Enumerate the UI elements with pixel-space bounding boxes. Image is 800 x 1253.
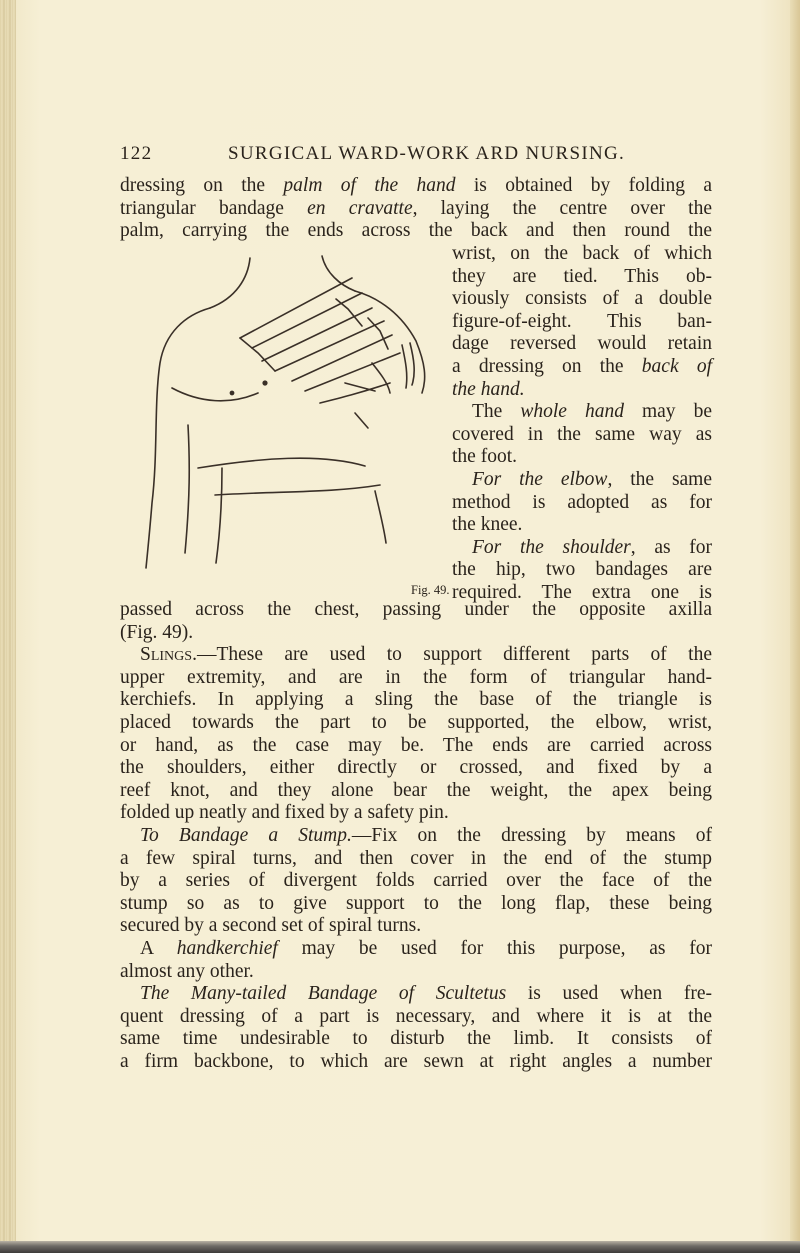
text-run: a few spiral turns, and then cover in the end of the stump [120,847,712,869]
body-line [120,1006,712,1029]
body-line [120,599,712,622]
italic-text: The Many-tailed Bandage of Scultetus [140,983,507,1005]
body-line [120,983,712,1006]
column-line [452,401,712,424]
scan-bottom-edge [0,1241,800,1253]
text-run: a firm backbone, to which are sewn at right angles a number [120,1050,712,1072]
italic-text: For the shoulder [472,536,631,558]
text-run: may be used for this purpose, as for [277,937,712,959]
text-run: secured by a second set of spiral turns. [120,915,422,937]
page-gutter [0,0,16,1253]
body-line [120,757,712,780]
running-header [120,143,640,169]
text-run: or hand, as the case may be. The ends are carried across [120,734,712,756]
column-line [452,311,712,334]
text-run: stump so as to give support to the long flap, these being [120,892,712,914]
body-line [120,870,712,893]
column-line [452,559,712,582]
column-line [452,514,712,537]
column-line [452,266,712,289]
body-line [120,915,712,938]
italic-text: whole hand [520,401,624,423]
body-line [120,1051,712,1074]
italic-text: palm of the hand [283,175,456,196]
column-line [452,333,712,356]
italic-text: For the elbow [472,468,608,490]
text-run: viously consists of a double [452,288,712,310]
text-run: is obtained by folding a [455,175,712,196]
text-run: is used when fre- [506,983,712,1005]
text-run: may be [623,401,712,423]
intro-line [120,220,712,243]
text-run: the foot. [452,446,517,468]
intro-paragraph [120,175,712,243]
column-line [452,356,712,379]
text-run: almost any other. [120,960,254,982]
text-run: covered in the same way as [452,423,712,445]
body-line [120,735,712,758]
text-run: , laying the centre over the [412,197,712,219]
column-line [452,469,712,492]
body-line [120,802,712,825]
text-run: by a series of divergent folds carried over the face of the [120,870,712,892]
text-run: the knee. [452,514,523,536]
body-line [120,780,712,803]
text-run: The [472,401,521,423]
text-run: reef knot, and they alone bear the weight, the apex being [120,779,712,801]
italic-text: the hand. [452,378,525,400]
column-line [452,379,712,402]
text-run: (Fig. 49). [120,621,194,643]
italic-text: en cravatte [307,197,413,219]
text-run: —Fix on the dressing by means of [351,824,713,846]
text-run: wrist, on the back of which [452,243,712,264]
text-run: required. The extra one is [452,581,712,603]
body-line [120,938,712,961]
text-run: the hip, two bandages are [452,559,712,581]
text-run: method is adopted as for [452,491,712,513]
column-line [452,243,712,266]
text-run: a dressing on the [452,355,642,377]
text-run: same time undesirable to disturb the limb. It consists of [120,1028,712,1050]
text-run: folded up neatly and fixed by a safety pin. [120,802,449,824]
text-run: upper extremity, and are in the form of triangular hand- [120,666,712,688]
text-run: passed across the chest, passing under the opposite axilla [120,599,712,620]
body-text [120,599,712,1073]
figure-caption: Fig. 49. [411,583,450,597]
page-edge [790,0,800,1253]
text-run: Slings. [140,644,197,666]
text-run: —These are used to support different parts of the [196,644,712,666]
text-run: the shoulders, either directly or crossed, and fixed by a [120,757,712,779]
text-run: quent dressing of a part is necessary, and where it is at the [120,1005,712,1027]
body-line [120,712,712,735]
shoulder-bandage-illustration [140,253,445,573]
text-run: they are tied. This ob- [452,265,712,287]
body-line [120,848,712,871]
body-line [120,1028,712,1051]
text-run: dressing on the [120,175,284,196]
text-column-beside-figure [452,243,712,605]
body-line [120,825,712,848]
body-line [120,667,712,690]
italic-text: To Bandage a Stump. [140,824,352,846]
column-line [452,288,712,311]
text-run: palm, carrying the ends across the back and then round the [120,220,712,242]
body-line [120,689,712,712]
italic-text: back of [641,355,712,377]
intro-line [120,175,712,198]
italic-text: handkerchief [176,937,278,959]
column-line [452,424,712,447]
intro-line [120,198,712,221]
text-run: figure-of-eight. This ban- [452,310,712,332]
running-title: SURGICAL WARD-WORK ARD NURSING. [228,143,626,164]
text-run: dage reversed would retain [452,333,712,355]
text-run: A [140,937,177,959]
text-run: , as for [630,536,712,558]
column-line [452,492,712,515]
text-run: triangular bandage [120,197,308,219]
column-line [452,537,712,560]
figure-shoulder-bandage [140,253,445,573]
text-run: placed towards the part to be supported, the elbow, wrist, [120,711,712,733]
body-line [120,644,712,667]
page-number: 122 [120,143,153,164]
text-run: , the same [607,468,713,490]
column-line [452,446,712,469]
text-run: kerchiefs. In applying a sling the base of the triangle is [120,689,712,711]
body-line [120,961,712,984]
body-line [120,622,712,645]
body-line [120,893,712,916]
